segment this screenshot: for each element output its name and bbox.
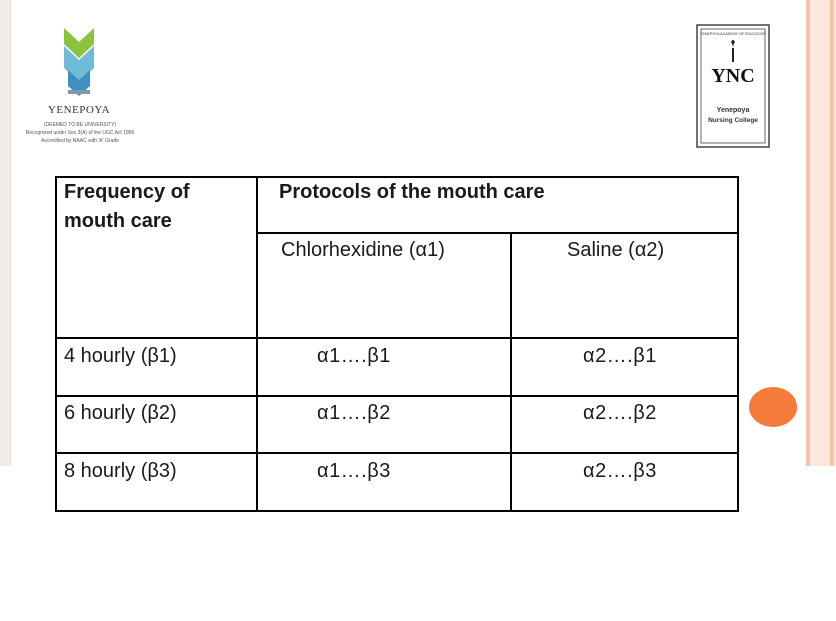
column-divider	[256, 176, 258, 512]
cell-value: α2….β1	[583, 345, 657, 367]
right-logo-top-text: YENEPOYA ACADEMY OF EDUCATION	[700, 32, 766, 36]
cell-value: α2….β2	[583, 402, 657, 424]
yenepoya-emblem-icon	[24, 24, 134, 104]
cell-value: α1….β1	[317, 345, 391, 367]
logo-name: YENEPOYA	[47, 104, 111, 116]
row-divider	[256, 232, 739, 234]
yenepoya-university-logo	[24, 24, 142, 152]
svg-text:YNC: YNC	[711, 65, 755, 87]
logo-recognition-text: Recognized under Sec 3(A) of the UGC Act 1956	[25, 130, 135, 136]
row-divider	[55, 337, 739, 339]
table-border	[737, 176, 739, 512]
row-divider	[55, 395, 739, 397]
cell-value: α1….β3	[317, 460, 391, 482]
mouth-care-protocol-table	[55, 176, 739, 512]
row-label: 4 hourly (β1)	[64, 345, 177, 367]
row-divider	[55, 452, 739, 454]
right-logo-line1: Yenepoya	[716, 107, 750, 114]
cell-value: α1….β2	[317, 402, 391, 424]
corner-header-line2: mouth care	[64, 210, 172, 232]
yenepoya-nursing-college-logo	[696, 24, 770, 148]
cell-value: α2….β3	[583, 460, 657, 482]
right-border-line	[830, 0, 834, 466]
saline-column-header: Saline (α2)	[567, 239, 665, 261]
right-logo-line2: Nursing College	[708, 117, 758, 124]
left-border-decoration	[0, 0, 11, 466]
orange-circle-decoration	[749, 387, 797, 427]
table-border	[55, 510, 739, 512]
table-border	[55, 176, 57, 512]
logo-subtitle: (DEEMED TO BE UNIVERSITY)	[43, 122, 117, 128]
table-border	[55, 176, 739, 178]
row-label: 6 hourly (β2)	[64, 402, 177, 424]
logo-accreditation-text: Accredited by NAAC with 'A' Grade	[41, 138, 119, 144]
column-divider	[510, 232, 512, 512]
group-header: Protocols of the mouth care	[279, 181, 545, 203]
corner-header-line1: Frequency of	[64, 181, 190, 203]
right-border-line	[806, 0, 810, 466]
row-label: 8 hourly (β3)	[64, 460, 177, 482]
chlorhexidine-column-header: Chlorhexidine (α1)	[281, 239, 445, 261]
